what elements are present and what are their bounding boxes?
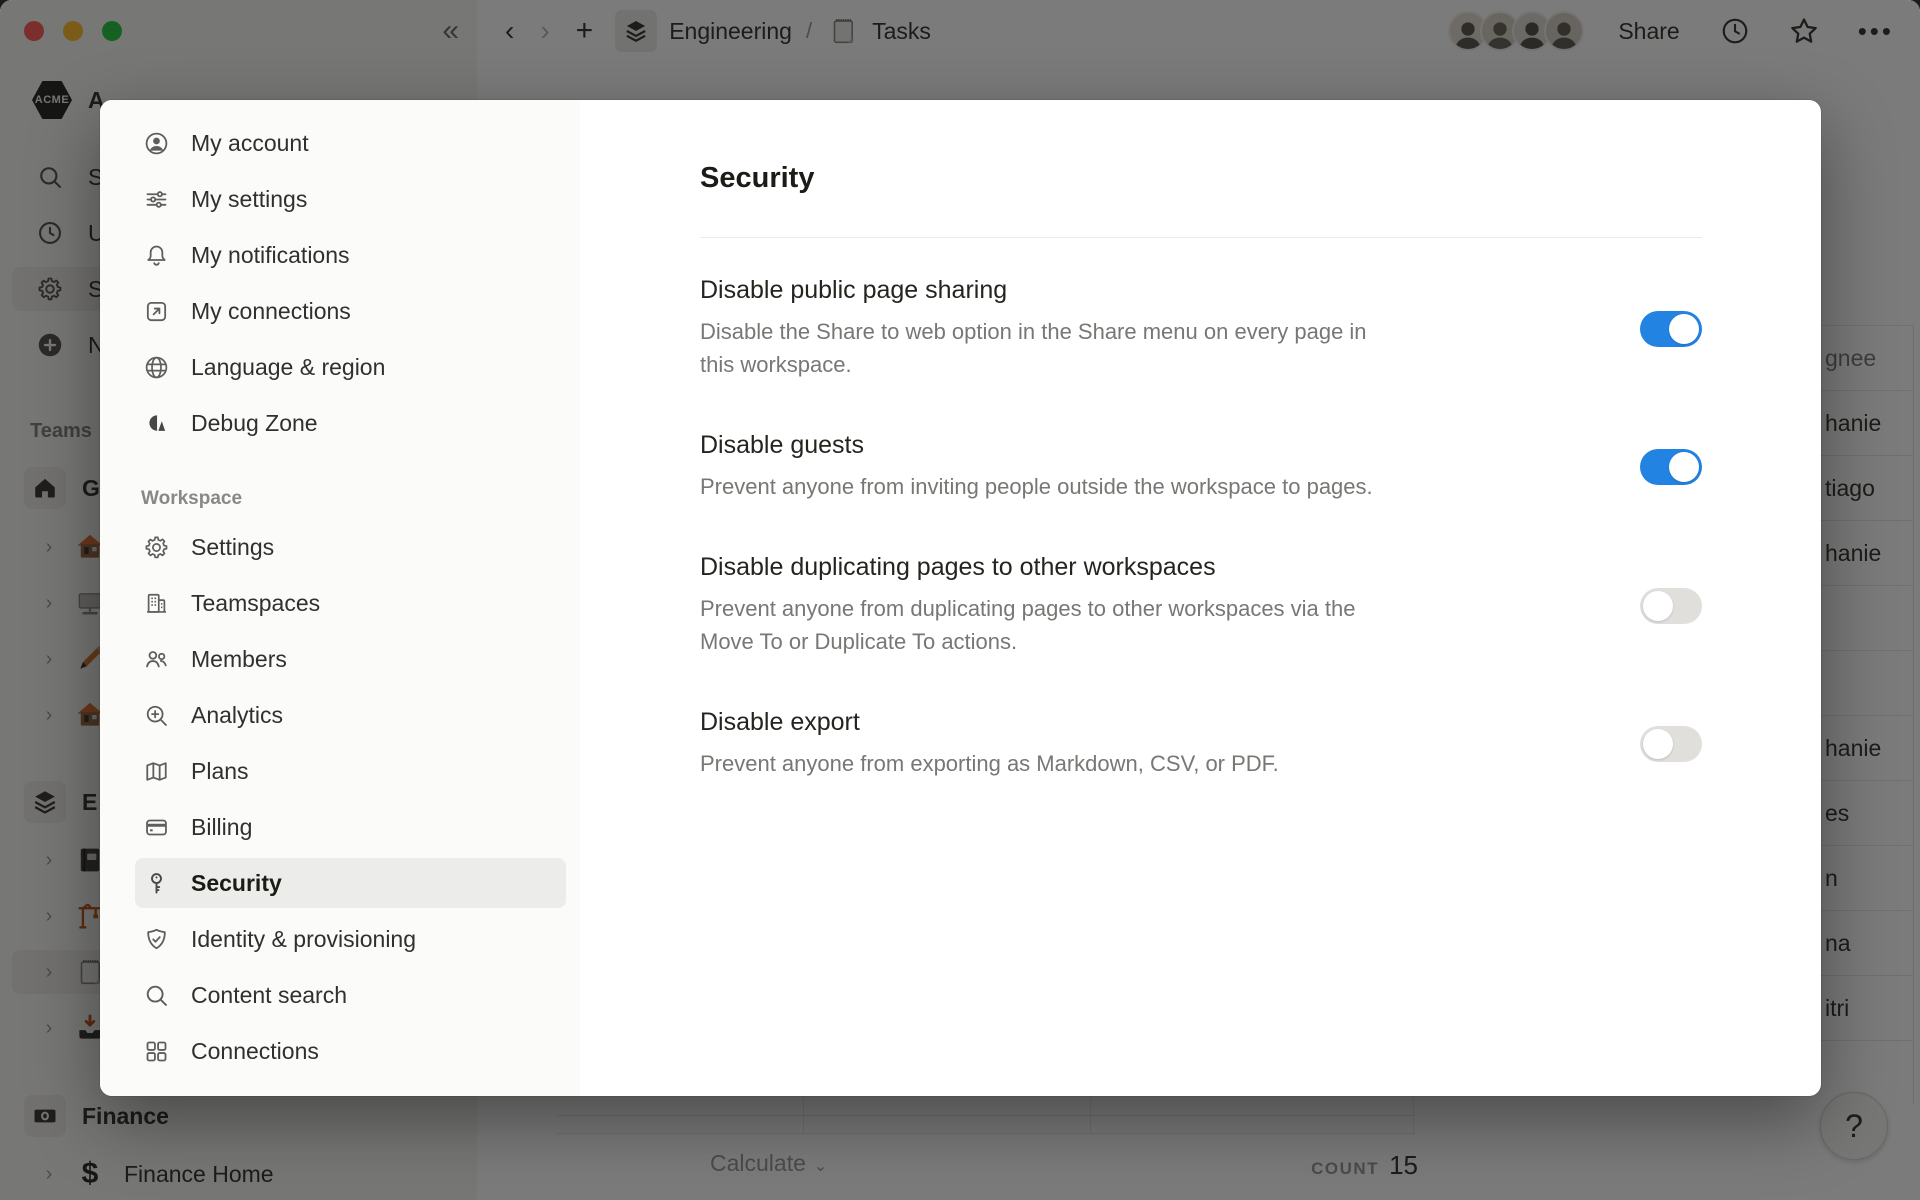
modal-item-label: Debug Zone [191, 409, 318, 436]
building-icon [141, 590, 171, 617]
setting-row-disable-guests [700, 431, 1702, 503]
setting-row-public-page-sharing [700, 276, 1702, 381]
page-title: Security [700, 162, 815, 194]
bell-icon [141, 242, 171, 269]
search-icon [141, 982, 171, 1009]
modal-item-label: Language & region [191, 353, 386, 380]
modal-item-my-settings[interactable] [135, 174, 566, 224]
modal-item-members[interactable] [135, 634, 566, 684]
debug-shapes-icon [141, 410, 171, 437]
modal-item-my-connections[interactable] [135, 286, 566, 336]
modal-item-label: Settings [191, 533, 275, 560]
modal-item-label: Connections [191, 1037, 319, 1064]
setting-title: Disable public page sharing [700, 276, 1008, 304]
sliders-icon [141, 186, 171, 213]
modal-item-label: Members [191, 645, 287, 672]
modal-item-security[interactable] [135, 858, 566, 908]
modal-item-settings[interactable] [135, 522, 566, 572]
modal-item-identity-provisioning[interactable] [135, 914, 566, 964]
person-circle-icon [141, 130, 171, 157]
modal-item-my-notifications[interactable] [135, 230, 566, 280]
modal-item-label: My settings [191, 185, 308, 212]
shield-check-icon [141, 926, 171, 953]
modal-item-teamspaces[interactable] [135, 578, 566, 628]
modal-item-label: Security [191, 869, 282, 896]
arrow-up-right-square-icon [141, 298, 171, 325]
credit-card-icon [141, 814, 171, 841]
modal-item-debug-zone[interactable] [135, 398, 566, 448]
modal-item-label: Content search [191, 981, 347, 1008]
setting-row-disable-duplicating [700, 553, 1702, 658]
modal-item-plans[interactable] [135, 746, 566, 796]
security-settings-panel [580, 100, 1821, 1096]
setting-title: Disable guests [700, 431, 864, 459]
globe-icon [141, 354, 171, 381]
key-icon [141, 870, 171, 897]
modal-item-billing[interactable] [135, 802, 566, 852]
modal-item-label: Teamspaces [191, 589, 321, 616]
modal-item-language-region[interactable] [135, 342, 566, 392]
magnifier-plus-icon [141, 702, 171, 729]
modal-item-label: Analytics [191, 701, 284, 728]
modal-item-label: My account [191, 129, 309, 156]
setting-description: Prevent anyone from exporting as Markdown, CSV, or PDF. [700, 751, 1279, 776]
toggle-knob [1669, 314, 1699, 344]
modal-item-my-account[interactable] [135, 118, 566, 168]
toggle-knob [1643, 729, 1673, 759]
toggle-disable-export[interactable] [1640, 726, 1702, 762]
toggle-disable-public-page-sharing[interactable] [1640, 311, 1702, 347]
setting-row-disable-export [700, 708, 1702, 780]
grid-icon [141, 1038, 171, 1065]
toggle-disable-guests[interactable] [1640, 449, 1702, 485]
divider [700, 237, 1702, 238]
people-icon [141, 646, 171, 673]
modal-item-label: My notifications [191, 241, 350, 268]
setting-title: Disable duplicating pages to other workspaces [700, 553, 1216, 581]
settings-modal [100, 100, 1821, 1096]
modal-item-label: Plans [191, 757, 249, 784]
setting-description: Prevent anyone from duplicating pages to other workspaces via the Move To or Duplicate To actions. [700, 596, 1356, 654]
toggle-knob [1643, 591, 1673, 621]
gear-icon [141, 534, 171, 561]
map-icon [141, 758, 171, 785]
settings-modal-sidebar [100, 100, 580, 1096]
workspace-section-header: Workspace [141, 488, 243, 509]
modal-item-label: Identity & provisioning [191, 925, 417, 952]
modal-item-analytics[interactable] [135, 690, 566, 740]
modal-item-connections[interactable] [135, 1026, 566, 1076]
modal-item-label: My connections [191, 297, 351, 324]
modal-item-content-search[interactable] [135, 970, 566, 1020]
setting-description: Disable the Share to web option in the Share menu on every page in this workspace. [700, 319, 1367, 377]
toggle-knob [1669, 452, 1699, 482]
toggle-disable-duplicating-pages[interactable] [1640, 588, 1702, 624]
setting-description: Prevent anyone from inviting people outside the workspace to pages. [700, 474, 1373, 499]
setting-title: Disable export [700, 708, 860, 736]
modal-item-label: Billing [191, 813, 253, 840]
